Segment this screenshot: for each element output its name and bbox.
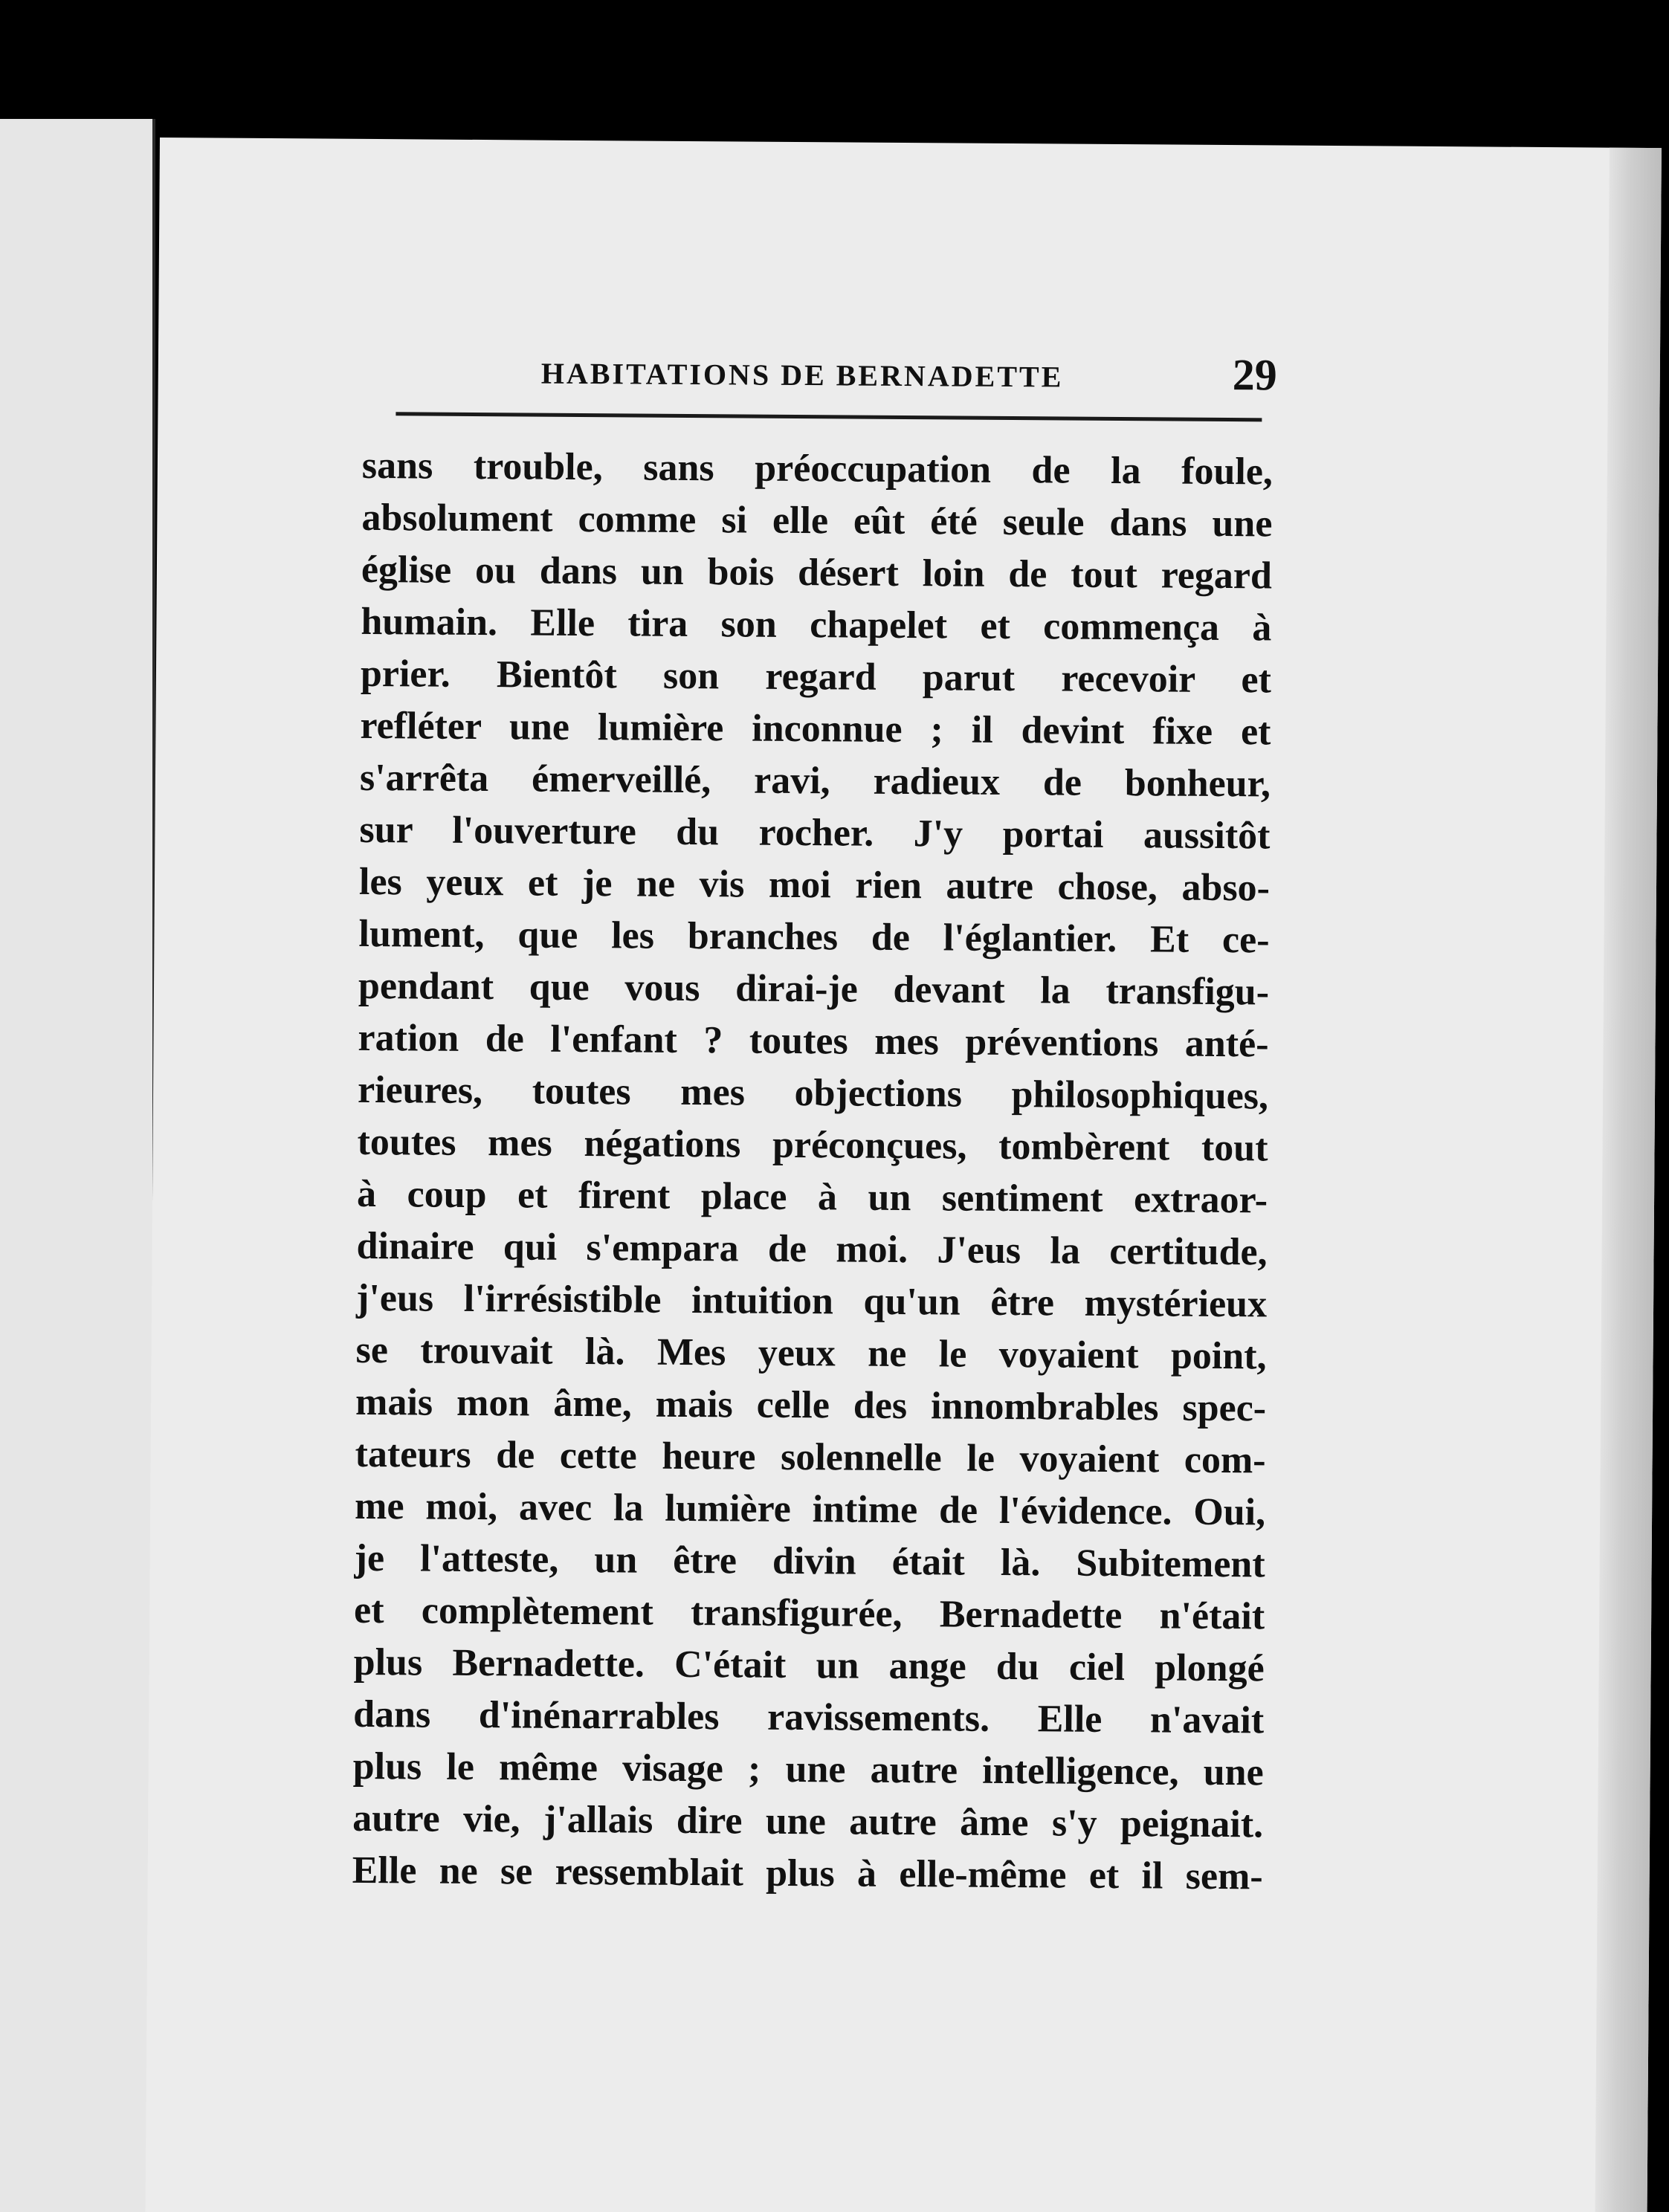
text-line: absolument comme si elle eût été seule dans une	[361, 496, 1273, 546]
text-line: rieures, toutes mes objections philosophiques,	[357, 1068, 1269, 1118]
text-line: prier. Bientôt son regard parut recevoir et	[360, 652, 1272, 702]
page-number: 29	[1232, 350, 1278, 400]
text-line: sans trouble, sans préoccupation de la foule,	[361, 444, 1273, 494]
book-page	[146, 138, 1662, 2212]
text-line: ration de l'enfant ? toutes mes préventions anté-	[358, 1016, 1269, 1066]
text-line: lument, que les branches de l'églantier. Et ce-	[358, 912, 1270, 962]
text-line: sur l'ouverture du rocher. J'y portai aussitôt	[359, 808, 1271, 858]
text-line: toutes mes négations préconçues, tombèrent tout	[357, 1120, 1268, 1170]
body-text	[352, 440, 1273, 1904]
text-line: mais mon âme, mais celle des innombrables spec-	[355, 1380, 1267, 1430]
text-line: plus le même visage ; une autre intelligence, une	[352, 1744, 1264, 1794]
text-line: j'eus l'irrésistible intuition qu'un être mystérieux	[355, 1276, 1268, 1326]
header-rule	[396, 412, 1262, 421]
text-line: me moi, avec la lumière intime de l'évidence. Oui,	[354, 1484, 1266, 1534]
text-line: autre vie, j'allais dire une autre âme s'y peignait.	[352, 1797, 1264, 1846]
text-line: église ou dans un bois désert loin de tout regard	[361, 548, 1273, 598]
text-line: s'arrêta émerveillé, ravi, radieux de bonheur,	[359, 756, 1271, 806]
text-line: et complètement transfigurée, Bernadette n'était	[353, 1588, 1265, 1638]
text-line: se trouvait là. Mes yeux ne le voyaient point,	[355, 1328, 1267, 1378]
text-line: dans d'inénarrables ravissements. Elle n'avait	[352, 1692, 1265, 1742]
text-line: dinaire qui s'empara de moi. J'eus la certitude,	[356, 1224, 1268, 1274]
running-head: HABITATIONS DE BERNADETTE	[540, 356, 1064, 394]
text-line: plus Bernadette. C'était un ange du ciel plongé	[353, 1640, 1265, 1690]
text-line: humain. Elle tira son chapelet et commença à	[361, 600, 1272, 650]
text-line: refléter une lumière inconnue ; il devint fixe et	[360, 704, 1271, 754]
text-line: tateurs de cette heure solennelle le voyaient com-	[355, 1432, 1266, 1482]
text-line: les yeux et je ne vis moi rien autre chose, abso-	[358, 860, 1271, 910]
page-edge-shadow	[1595, 148, 1661, 2212]
previous-page-edge	[0, 119, 155, 2212]
text-line: à coup et firent place à un sentiment extraor-	[356, 1172, 1268, 1222]
text-line: pendant que vous dirai-je devant la transfigu-	[358, 964, 1270, 1014]
text-line: je l'atteste, un être divin était là. Subitement	[354, 1536, 1265, 1586]
text-line: Elle ne se ressemblait plus à elle-même et il sem-	[352, 1849, 1263, 1898]
